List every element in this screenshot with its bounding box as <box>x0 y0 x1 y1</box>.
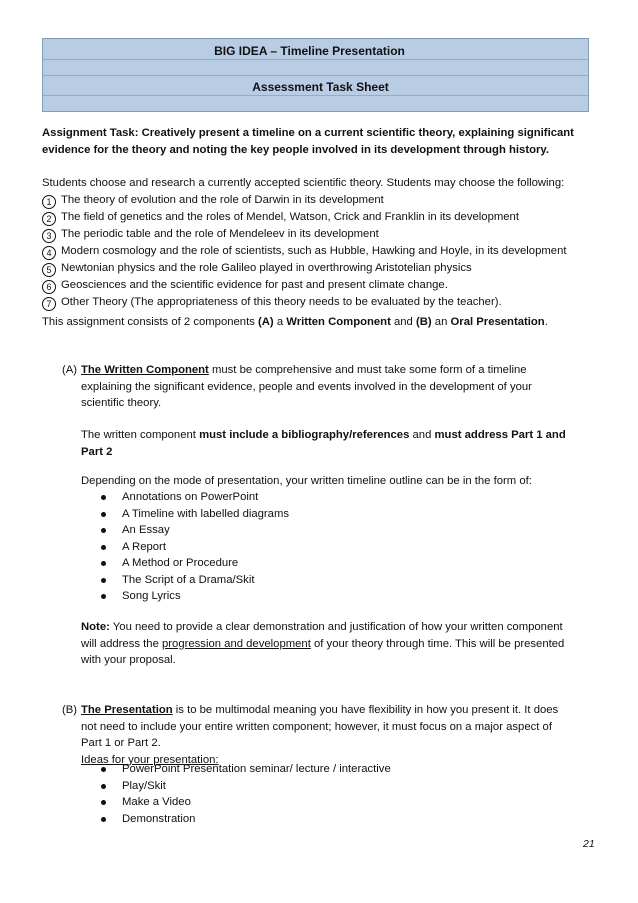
theory-list <box>42 175 567 311</box>
header-box <box>42 38 589 112</box>
section-b: The Presentation is to be multimodal meaning you have flexibility in how you present it. It does not need to include your entire written component; however, it must focus on a major aspect of Part 1 or Part 2. Ideas for your presentation: <box>81 702 558 768</box>
section-a-title: The Written Component <box>81 364 209 376</box>
header-rule <box>43 75 588 76</box>
list-item: 4 Modern cosmology and the role of scientists, such as Hubble, Hawking and Hoyle, in its development <box>42 243 567 260</box>
header-subtitle: Assessment Task Sheet <box>252 80 389 94</box>
list-item: Song Lyrics <box>101 588 289 605</box>
presentation-ideas-list <box>101 761 391 827</box>
assignment-task <box>42 125 574 158</box>
note-paragraph: Note: You need to provide a clear demonstration and justification of how your written component will address the progression and development of your theory through time. This will be presented with your proposal. <box>81 621 565 666</box>
list-item: 3 The periodic table and the role of Mendeleev in its development <box>42 226 567 243</box>
assignment-text: Creatively present a timeline on a current scientific theory, explaining significant <box>138 127 574 139</box>
number-4-icon: 4 <box>42 246 56 260</box>
list-item: Demonstration <box>101 811 391 828</box>
written-forms-list <box>101 489 289 605</box>
page-number: 21 <box>583 838 595 850</box>
section-b-title: The Presentation <box>81 704 173 716</box>
list-item: 1 The theory of evolution and the role of Darwin in its development <box>42 192 567 209</box>
list-item: PowerPoint Presentation seminar/ lecture / interactive <box>101 761 391 778</box>
choose-intro: Students choose and research a currently accepted scientific theory. Students may choose the following: <box>42 177 565 189</box>
section-b-marker: (B) <box>62 704 78 716</box>
list-item: 6 Geosciences and the scientific evidence for past and present climate change. <box>42 277 567 294</box>
bibliography-note: The written component must include a bibliography/references and must address Part 1 and Part 2 <box>81 429 566 458</box>
number-3-icon: 3 <box>42 229 56 243</box>
list-item: Annotations on PowerPoint <box>101 489 289 506</box>
list-item: 5 Newtonian physics and the role Galileo played in overthrowing Aristotelian physics <box>42 260 567 277</box>
list-item: Play/Skit <box>101 778 391 795</box>
note-label: Note: <box>81 621 110 633</box>
number-5-icon: 5 <box>42 263 56 277</box>
assignment-text-2: evidence for the theory and noting the key people involved in its development through history. <box>42 143 549 156</box>
components-sentence: This assignment consists of 2 components (A) a Written Component and (B) an Oral Presentation. <box>42 316 548 328</box>
list-item: 7 Other Theory (The appropriateness of this theory needs to be evaluated by the teacher). <box>42 294 567 311</box>
number-1-icon: 1 <box>42 195 56 209</box>
list-item: A Timeline with labelled diagrams <box>101 506 289 523</box>
header-title: BIG IDEA – Timeline Presentation <box>214 44 405 58</box>
list-item: Make a Video <box>101 794 391 811</box>
ideas-label: Ideas for your presentation: <box>81 753 219 766</box>
number-2-icon: 2 <box>42 212 56 226</box>
list-item: A Method or Procedure <box>101 555 289 572</box>
list-item: The Script of a Drama/Skit <box>101 572 289 589</box>
section-a: The Written Component must be comprehensive and must take some form of a timeline explaining the significant evidence, people and events involved in the development of your scientific theory. <box>81 364 532 409</box>
depending-text: Depending on the mode of presentation, your written timeline outline can be in the form of: <box>81 475 532 487</box>
number-7-icon: 7 <box>42 297 56 311</box>
assignment-label: Assignment Task: <box>42 127 139 139</box>
list-item: A Report <box>101 539 289 556</box>
number-6-icon: 6 <box>42 280 56 294</box>
list-item: 2 The field of genetics and the roles of Mendel, Watson, Crick and Franklin in its development <box>42 209 567 226</box>
list-item: An Essay <box>101 522 289 539</box>
section-a-marker: (A) <box>62 364 78 376</box>
